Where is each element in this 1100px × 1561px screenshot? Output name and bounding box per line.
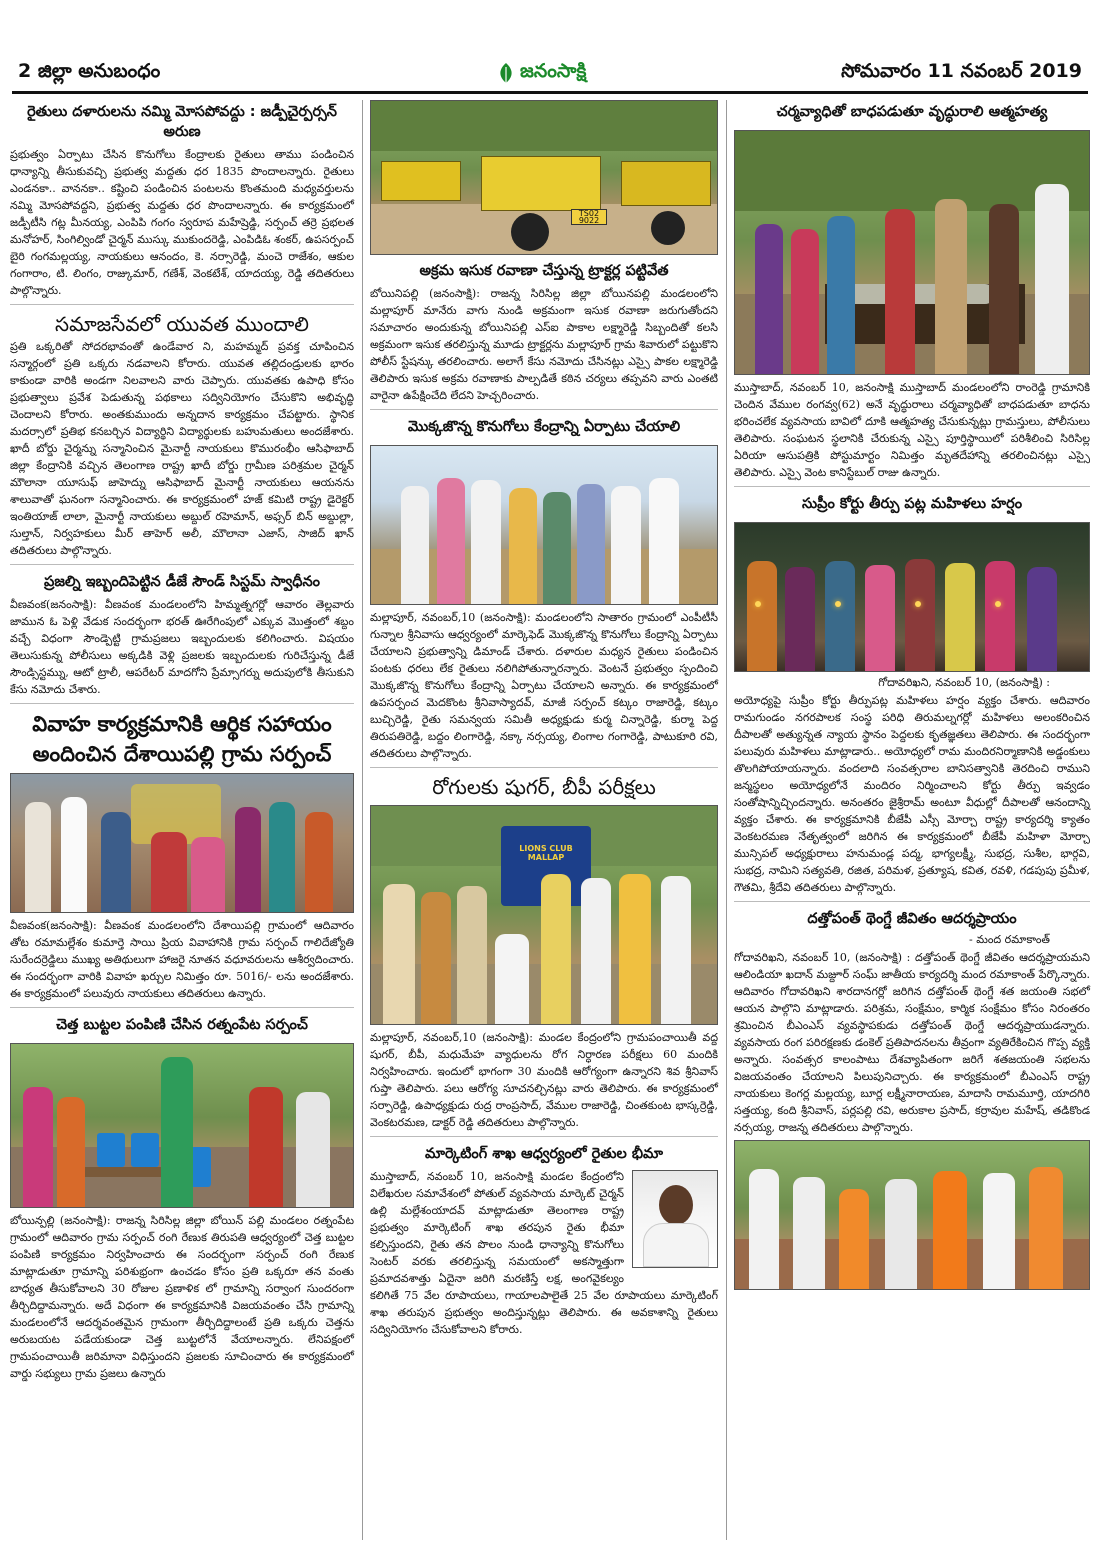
newspaper-logo (496, 58, 616, 88)
article-body: మల్లాపూర్, నవంబర్,10 (జనంసాక్షి): మండల కేంద్రంలోని గ్రామపంచాయితీ వద్ద షుగర్, బీపీ, మధుమేహ వ్యాధులను రోగ నిర్ధారణ పరీక్షలు 60 మందికి నిర్వహించారు. ఇందులో భాగంగా 30 మందికి ఆరోగ్యంగా ఉన్నారని శివ శ్రీనివాస్ గుప్తా తెలిపారు. పలు ఆరోగ్య సూచనల్చినట్లు వారు తెలిపారు. ఈ కార్యక్రమంలో సర్పారెడ్డి, ఉపాధ్యక్షుడు రుద్ర రాంప్రసాద్, వేముల రాజారెడ్డి, చింతకుంట భాస్కర్రెడ్డి, వెంకటరమణ, డాక్టర్ రెడ్డి తదితరులు పాల్గొన్నారు. (370, 1031, 718, 1129)
bms-meeting-photo (734, 1140, 1090, 1290)
column-divider (362, 100, 363, 1540)
article-body: ప్రతి ఒక్కరితో సోదరభావంతో ఉండేవార ని, మహమ్మద్ ప్రవక్త చూపించిన సన్మార్గంలో ప్రతి ఒక్కరు నడవాలని కోరారు. యువత తల్లిదండ్రులకు భారం కాకుండా వారికి అండగా నిలవాలని వారు చెప్పారు. యువతకు ఉపాధి కోసం ప్రభుత్వాలు ప్రవేశ పెడుతున్న పథకాలు సద్వినియోగం చేసుకొని అభివృద్ధి చెందాలని కోరారు. అంతకుముందు అన్నదాన కార్యక్రమం చేపట్టారు. స్థానిక మదర్సాలో ప్రతిభ కనబర్చిన విద్యార్థిని విద్యార్థులకు బహుమతులు అందజేశారు. ఖాదీ బోర్డు చైర్మన్ను సన్మానించిన మైనార్టీ నాయకులు కొమురంభీం ఆసిఫాబాద్ జిల్లా కేంద్రానికి వచ్చిన తెలంగాణ రాష్ట్ర ఖాదీ బోర్డు గ్రామీణ పరిశ్రమల చైర్మన్ మౌలానా యూసుఫ్ జాహెద్ను ఆసిఫాబాద్ మైనార్టీ నాయకులు ఆయనను శాలువాతో ఘనంగా సన్మానించారు. ఈ కార్యక్రమంలో హజ్ కమిటి రాష్ట్ర డైరెక్టర్ ఇంతియాజ్ లాలా, మైనార్టీ నాయకులు అబ్దుల్ రహెమాన్, అఫ్సర్ బిన్ అబ్దుల్లా, సుల్తాన్, నిర్వహకులు మీర్ తాహెర్ అలీ, మౌలానా ఎజాస్, సాజిద్ ఖాన్ తదితరులు పాల్గొన్నారు. (10, 340, 354, 557)
headline: సుప్రీం కోర్టు తీర్పు పట్ల మహిళలు హర్షం (801, 496, 1023, 512)
headline-line-1: వివాహ కార్యక్రమానికి ఆర్థిక సహాయం (32, 712, 332, 736)
tractor-photo (370, 100, 718, 255)
column-2 (370, 100, 718, 1338)
article-youth-service (10, 310, 354, 559)
article-body: వీణవంక(జనంసాక్షి): వీణవంక మండలంలోని హిమ్మత్నగర్లో ఆవారం తెల్లవారు జామున ఓ పెళ్లి వేడుక సందర్భంగా భరత్ ఊరేగింపులో ఎక్కువ మొత్తంలో శబ్దం వచ్చే విధంగా సౌండ్పెట్టి గ్రామప్రజలు ఇబ్బందులకు కలిగించారు. విషయం తెలుసుకున్న పోలీసులు అక్కడికి వెళ్లి ప్రజలకు ఇబ్బందులకు గురిచేస్తున్న డీజే సౌండ్సిస్టమ్ను, ఆటో ట్రాలీ, ఆపరేటర్ మాదగోని ప్రేమ్సాగర్ను అదుపులోకి తీసుకుని కేసు నమోదు చేశారు. (10, 598, 354, 696)
column-divider (726, 100, 727, 1540)
headline: అక్రమ ఇసుక రవాణా చేస్తున్న ట్రాక్టర్ల పట్టివేత (419, 263, 669, 279)
article-body: బోయినిపల్లి (జనంసాక్షి): రాజన్న సిరిసిల్ల జిల్లా బోయినపల్లి మండలంలోని మల్లాపూర్ మానేరు వాగు నుండి అక్రమంగా ఇసుక రవాణా జరుగుతోందని సమాచారం అందుకున్న బోయినిపల్లి ఎస్ఐ పాకాల లక్ష్మారెడ్డి సిబ్బందితో కలసి అక్రమంగా ఇసుక తరలిస్తున్న మూడు ట్రాక్టర్లను మల్లాపూర్ గ్రామ శివారులో పట్టుకొని పోలీస్ స్టేషన్కు తరలించారు. అలాగే కేసు నమోదు చేసినట్లు ఎస్సై పాకల లక్ష్మారెడ్డి తెలిపారు ఇసుక అక్రమ రవాణాకు పాల్పడితే కఠిన చర్యలు తప్పవని వారు ఎంతటి వారైనా ఉపేక్షించేది లేదని హెచ్చరించారు. (370, 287, 718, 402)
article-wedding-aid (10, 709, 354, 1002)
article-dustbin-distribution (10, 1013, 354, 1382)
article-elderly-suicide (734, 100, 1090, 481)
health-camp-photo (370, 805, 718, 1025)
leaf-icon (496, 62, 516, 84)
article-thengadi-life (734, 907, 1090, 1290)
banner-line-1: LIONS CLUB (519, 844, 573, 853)
article-dj-seized (10, 570, 354, 698)
maize-protest-photo (370, 445, 718, 605)
masthead-rule (12, 91, 1088, 94)
lamps-celebration-photo (734, 522, 1090, 672)
headline: రైతులు దళారులను నమ్మి మోసపోవద్దు : జడ్పీచైర్పర్సన్ అరుణ (27, 104, 337, 140)
headline: మొక్కజొన్న కొనుగోలు కేంద్రాన్ని ఏర్పాటు చేయాలి (407, 419, 681, 435)
article-body: అయోధ్యపై సుప్రీం కోర్టు తీర్పుపట్ల మహిళలు హర్షం వ్యక్తం చేశారు. ఆదివారం రామగుండం నగరపాలక సంస్థ పరిధి తిరుమల్నగర్లో మహిళలు అలంకరించిన దీపాలతో అత్యున్నత న్యాయ స్థానం పెద్దలకు కృతజ్ఞతలు తెలిపారు. ఈ సందర్భంగా పలువురు మహిళలు మాట్లాడారు.. అయోధ్యలో రామ మందిరనిర్మాణానికి అడ్డంకులు తొలగిపోయాయన్నారు. వందలాది సంవత్సరాల బానిసత్వానికి తెరదించి రాముని జన్మస్థలం అయోధ్యలోనే మందిరం నిర్మించాలని కోర్టు తీర్పు ఇవ్వడం సంతోషాన్నిచ్చిందన్నారు. అనంతరం జైశ్రీరామ్ అంటూ వీధుల్లో దీపాలతో ఆనందాన్ని వ్యక్తం చేశారు. ఈ కార్యక్రమానికి బీజేపీ ఎస్సీ మోర్చా రాష్ట్ర కార్యదర్శి క్యాతం వెంకటరమణ నేతృత్వంలో జరిగిన ఈ కార్యక్రమంలో బీజేపీ మహిళా మోర్చా మున్సిపల్ అధ్యక్షురాలు హనుమండ్ల పద్మ, భాగ్యలక్ష్మీ, సుభద్ర, సుశీల, భార్గవి, సుభద్ర, నామిని సత్యవతి, రజిత, పరిమళ, ప్రత్యూష, కవిత, రవళి, గడపుపు ప్రమీళ, గౌతమి, శ్రీదేవి తదితరులు పాల్గొన్నారు. (734, 694, 1090, 894)
article-body: ముస్తాబాద్, నవంబర్ 10, జనంసాక్షి ముస్తాబాద్ మండలంలోని రాంరెడ్డి గ్రామానికి చెందిన వేముల రంగవ్వ(62) అనే వృద్ధురాలు చర్మవ్యాధితో బాధపడుతూ బాధను భరించలేక వ్యవసాయ బావిలో దూకి ఆత్మహత్య చేసుకున్నట్లు గ్రామస్తులు, పోలీసులు తెలిపారు. సంఘటన స్థలానికి చేరుకున్న ఎస్సై పూర్తిస్థాయిలో పరిశీలించి సిరిసిల్ల ఏరియా ఆసుపత్రికి పోస్టుమార్టం నిమిత్తం మృతదేహాన్ని తరలించినట్లు ఎస్సై తెలిపారు. ఎస్సై వెంట కానిస్టేబుల్ రాజు ఉన్నారు. (734, 381, 1090, 479)
headline: సమాజసేవలో యువత ముందాలి (55, 312, 309, 336)
headline: ప్రజల్ని ఇబ్బందిపెట్టిన డీజే సౌండ్ సిస్టమ్ స్వాధీనం (44, 574, 320, 590)
headline-line-2: అందించిన దేశాయిపల్లి గ్రామ సర్పంచ్ (32, 742, 332, 766)
logo-text: జనంసాక్షి (520, 60, 587, 82)
article-supreme-court-verdict (734, 492, 1090, 896)
column-1 (10, 100, 354, 1382)
article-farmers-brokers (10, 100, 354, 299)
page-label: 2 జిల్లా అనుబంధం (18, 60, 161, 82)
village-scene-photo (734, 130, 1090, 375)
headline: మార్కెటింగ్ శాఖ ఆధ్వర్యంలో రైతుల భీమా (424, 1146, 664, 1162)
article-body: ముస్తాబాద్, నవంబర్ 10, జనంసాక్షి మండల కేంద్రంలోని విలేఖరుల సమావేశంలో పోతుల్ వ్యవసాయ మార్కెట్ చైర్మన్ ఉల్లి మల్లేశంయాదవ్ మాట్లాడుతూ తెలంగాణ రాష్ట్ర ప్రభుత్వం మార్కెటింగ్ శాఖ తరపున రైతు భీమా కల్పిస్తుందని, రైతు తన పొలం నుండి ధాన్యాన్ని కొనుగోలు సెంటర్ వరకు తరలిస్తున్న సమయంలో అకస్మాత్తుగా ప్రమాదవశాత్తు ఏదైనా జరిగి మరణిస్తే లక్ష, అంగవైకల్యం కలిగితే 75 వేల రూపాయలు, గాయాలపాలైతే 25 వేల రూపాయలు మార్కెటింగ్ శాఖ తరుపున ప్రభుత్వం అందిస్తున్నట్లు తెలిపారు. ఈ అవకాశాన్ని రైతులు సద్వినియోగం చేసుకోవాలని కోరారు. (370, 1170, 718, 1336)
masthead (0, 0, 1100, 90)
headline: రోగులకు షుగర్, బీపీ పరీక్షలు (432, 775, 656, 799)
column-3 (734, 100, 1090, 1294)
article-body: మల్లాపూర్, నవంబర్,10 (జనంసాక్షి): మండలంలోని సాతారం గ్రామంలో ఎంపీటీసీ గున్నాల శ్రీనివాసు ఆధ్వర్యంలో మార్కెఫెడ్ మొక్కజొన్న కొనుగోలు కేంద్రాన్ని ఏర్పాటు చేయాలని ప్రభుత్వాన్ని డిమాండ్ చేశారు. దళారుల మధ్యన రైతులు పండించిన పంటకు ధరలు లేక రైతులు నలిగిపోతున్నారన్నారు. వెంటనే ప్రభుత్వం స్పందించి మొక్కజొన్న కొనుగోలు కేంద్రాన్ని ఏర్పాటు చేయాలని అన్నారు. ఈ కార్యక్రమంలో ఉపసర్పంచ మెదకొంట శ్రీనివాస్యాదవ్, మాజీ సర్పంచ్ కట్కం రాజారెడ్డి, కట్కం బుచ్చిరెడ్డి, రైతు సమన్వయ సమితీ అధ్యక్షుడు కుర్మ చిన్నారెడ్డి, కుర్మా పెద్ద తిరుపతిరెడ్డి, బద్దం లింగారెడ్డి, నక్కా నర్సయ్య, లింగాల గంగారెడ్డి, పాటుకూరి రవి, తదితరులు పాల్గొన్నారు. (370, 611, 718, 760)
article-maize-centre (370, 415, 718, 762)
article-body: బోయిన్పల్లి (జనంసాక్షి): రాజన్న సిరిసిల్ల జిల్లా బోయిన్ పల్లి మండలం రత్నంపేట గ్రామంలో ఆదివారం గ్రామ సర్పంచ్ రంగి రేణుక తిరుపతి ఆధ్వర్యంలో చెత్త బుట్టల పంపిణి కార్యక్రమం నిర్వహించారు ఈ సందర్భంగా సర్పంచ్ రంగి రేణుక మాట్లాడుతూ గ్రామాన్ని పరిశుభ్రంగా ఉంచడం కోసం ప్రతి ఒక్కరూ తన వంతు బాధ్యత తీసుకోవాలని 30 రోజుల ప్రణాళిక లో గ్రామాన్ని సర్వాంగ సుందరంగా తీర్చిదిద్దామన్నారు. అదే విధంగా ఈ కార్యక్రమానికి విజయవంతం చేసి గ్రామాన్ని మండలంలోనే ఆదర్శవంతమైన గ్రామంగా తీర్చిదిద్దాలంటే ప్రతి ఒక్కరు చెత్తను అరుబయట పడేయకుండా చెత్త బుట్టలోనే వేయాలన్నారు. లేనిపక్షంలో గ్రామపంచాయితీ జరిమానా విధిస్తుందని ప్రజలకు సూచించారు ఈ కార్యక్రమంలో వార్డు సభ్యులు గ్రామ ప్రజలు ఉన్నారు (10, 1214, 354, 1380)
article-sand-tractors (370, 100, 718, 404)
dustbin-photo (10, 1043, 354, 1208)
article-body: ప్రభుత్వం ఏర్పాటు చేసిన కొనుగోలు కేంద్రాలకు రైతులు తాము పండించిన ధాన్యాన్ని తీసుకువచ్చి ప్రభుత్వ మద్దతు ధర 1835 పొందాలన్నారు. రైతులు ఎండనకా.. వాననకా.. కష్టించి పండించిన పంటలను కొంతమంది మధ్యవర్తులను నమ్మి మోసపోవద్దని, ప్రభుత్వ మద్దతు ధర పొందాలన్నారు. ఈ కార్యక్రమంలో జడ్పీటీసి గట్ల మీనయ్య, ఎంపిపి గంగం స్వరూప మహేష్రెడ్డి, సర్పంచ్ తర్రె ప్రభలత మనోహర్, సింగిల్విండో చైర్మన్ ముస్కు ముకుందరెడ్డి, ఎంపిడిఓ శంకర్, ఉపసర్పంచ్ బైరి గంగమల్లయ్య, నాయకులు ఆనందం, కె. నర్సారెడ్డి, మంచె రాజేశం, ఆకుల గంగారాం, టి. లింగం, రాజ్కుమార్, గణేశ్, వెంకటేశ్, యాదయ్య, రెడ్డి తదితరులు పాల్గొన్నారు. (10, 148, 354, 297)
dateline: గోదావరిఖని, నవంబర్ 10, (జనంసాక్షి) : (878, 676, 1050, 689)
chairman-portrait (632, 1170, 718, 1268)
headline: చెత్త బుట్టల పంపిణి చేసిన రత్నంపేట సర్పంచ్ (56, 1017, 308, 1033)
article-marketing-insurance (370, 1142, 718, 1338)
banner-line-2: MALLAP (527, 853, 565, 862)
issue-date: సోమవారం 11 నవంబర్ 2019 (841, 60, 1082, 82)
headline: దత్తోపంత్ థెంగ్డే జీవితం ఆదర్శప్రాయం (807, 911, 1017, 927)
article-body: వీణవంక(జనంసాక్షి): వీణవంక మండలంలోని దేశాయిపల్లి గ్రామంలో ఆదివారం తోట రమామల్లేశం కుమార్తె సాయి ప్రియ వివాహానికి గ్రామ సర్పంచ్ గాలిదేజ్యోతి సురేందర్రెడ్డిలు ముఖ్య అతిథులుగా హాజరై నూతన వధూవరులను ఆశీర్వదించారు. ఈ సందర్భంగా వారికి వివాహ ఖర్చుల నిమిత్తం రూ. 5016/- లను అందజేశారు. ఈ కార్యక్రమంలో పలువురు నాయకులు తదితరులు ఉన్నారు. (10, 919, 354, 1000)
article-body: గోదావరిఖని, నవంబర్ 10, (జనంసాక్షి) : దత్తోపంత్ థెంగ్డే జీవితం ఆదర్శప్రాయమని ఆలిండియా ఖదాన్ మజ్దూర్ సంఘ్ జాతీయ కార్యదర్శి మంద రమాకాంత్ పేర్కొన్నారు. ఆదివారం గోదావరిఖని శారదానగర్లో జరిగిన దత్తోపంత్ థెంగ్డే శత జయంతి సభలో ఆయన పాల్గొని మాట్లాడారు. పరిశ్రమ, సంక్షేమం, కార్మిక సంక్షేమం కోసం నిరంతరం శ్రమించిన బీఎంఎస్ వ్యవస్థాపకుడు దత్తోపంత్ థెంగ్డే ఆదర్శప్రాయుడన్నారు. వ్యవసాయ రంగ పరిరక్షణకు డంకెల్ ప్రతిపాదనలను తీవ్రంగా వ్యతిరేకించిన గొప్ప వ్యక్తి అన్నారు. సంవత్సర కాలంపాటు దేశవ్యాపితంగా జరిగే శతజయంతి సభలను విజయవంతం చేయాలని పిలుపునిచ్చారు. ఈ కార్యక్రమంలో బీఎంఎస్ రాష్ట్ర నాయకులు కెంగర్ల మల్లయ్య, బూర్ల లక్ష్మీనారాయణ, మాదాసి రామమూర్తి, యాదగిరి సత్తయ్య, కంది శ్రీనివాస్, పర్లపల్లి రవి, అరుకాల ప్రసాద్, కర్రావుల మహేష్, తడికొండ నర్సయ్య, రాజన్న తదితరులు పాల్గొన్నారు. (734, 951, 1090, 1134)
number-plate: TS02 9022 (571, 209, 607, 225)
article-health-camp (370, 773, 718, 1131)
headline: చర్మవ్యాధితో బాధపడుతూ వృద్ధురాలి ఆత్మహత్య (776, 104, 1048, 120)
wedding-photo (10, 773, 354, 913)
byline: - మంద రమాకాంత్ (968, 933, 1050, 946)
